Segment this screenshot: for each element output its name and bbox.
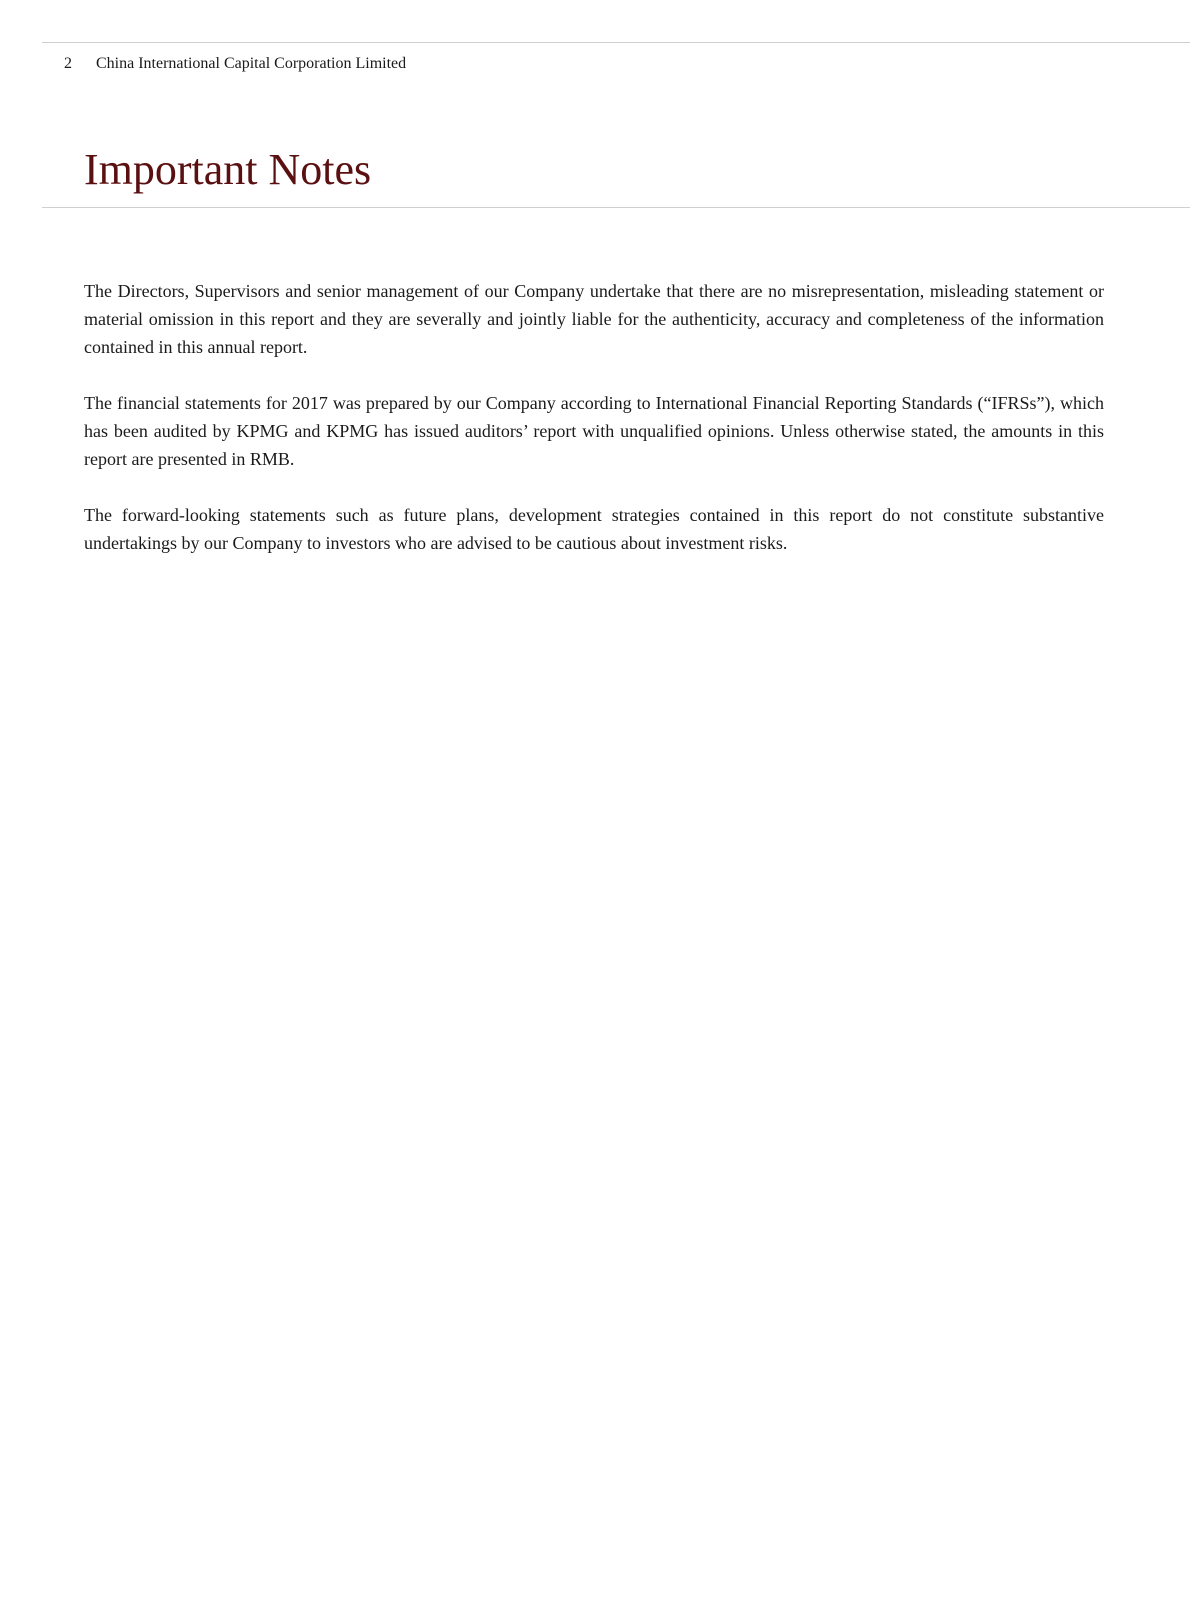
title-divider bbox=[42, 207, 1190, 208]
notes-paragraph-financial-statements: The financial statements for 2017 was prepared by our Company according to International Financial Reporting Standards (“IFRSs”), which has been audited by KPMG and KPMG has issued auditors’ report with unqualified opinions. Unless otherwise stated, the amounts in this report are presented in RMB. bbox=[84, 393, 1104, 469]
notes-body bbox=[84, 277, 1104, 585]
running-header bbox=[64, 52, 406, 76]
page-number: 2 bbox=[64, 55, 72, 72]
notes-paragraph-forward-looking: The forward-looking statements such as future plans, development strategies contained in this report do not constitute substantive undertakings by our Company to investors who are advised to be cautious about investment risks. bbox=[84, 505, 1104, 553]
company-name: China International Capital Corporation Limited bbox=[96, 55, 407, 72]
page-title: Important Notes bbox=[84, 145, 372, 194]
header-divider bbox=[42, 42, 1190, 43]
notes-paragraph-responsibility: The Directors, Supervisors and senior management of our Company undertake that there are no misrepresentation, misleading statement or material omission in this report and they are severally and jointly liable for the authenticity, accuracy and completeness of the information contained in this annual report. bbox=[84, 281, 1104, 357]
